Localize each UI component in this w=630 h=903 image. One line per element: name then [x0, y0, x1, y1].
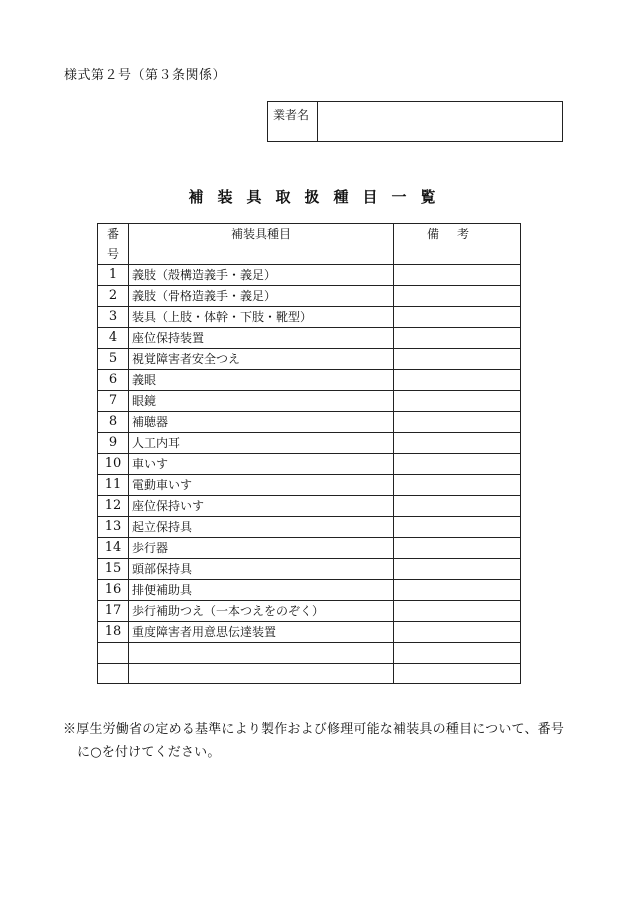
row-type: 重度障害者用意思伝達装置 [129, 622, 394, 643]
table-row [98, 286, 521, 307]
row-remarks[interactable] [394, 580, 521, 601]
row-remarks[interactable] [394, 370, 521, 391]
row-remarks[interactable] [394, 349, 521, 370]
table-row [98, 412, 521, 433]
header-remarks: 備考 [394, 224, 521, 265]
row-number[interactable]: 10 [98, 454, 129, 475]
row-remarks[interactable] [394, 454, 521, 475]
table-row [98, 643, 521, 664]
row-type: 起立保持具 [129, 517, 394, 538]
row-number[interactable]: 15 [98, 559, 129, 580]
row-number[interactable]: 3 [98, 307, 129, 328]
row-remarks[interactable] [394, 538, 521, 559]
header-number-line1: 番 [106, 227, 119, 241]
form-number: 様式第２号（第３条関係） [64, 68, 227, 83]
row-remarks[interactable] [394, 559, 521, 580]
table-row [98, 370, 521, 391]
table-row [98, 601, 521, 622]
row-type: 装具（上肢・体幹・下肢・靴型） [129, 307, 394, 328]
header-number-line2: 号 [106, 247, 119, 261]
row-remarks[interactable] [394, 286, 521, 307]
row-type: 座位保持いす [129, 496, 394, 517]
row-remarks[interactable] [394, 517, 521, 538]
row-remarks[interactable] [394, 622, 521, 643]
row-remarks[interactable] [394, 391, 521, 412]
row-number[interactable]: 4 [98, 328, 129, 349]
row-remarks[interactable] [394, 643, 521, 664]
table-row [98, 622, 521, 643]
row-number[interactable]: 2 [98, 286, 129, 307]
row-remarks[interactable] [394, 265, 521, 286]
document-title: 補装具取扱種目一覧 [188, 188, 450, 206]
table-row [98, 559, 521, 580]
row-number[interactable]: 14 [98, 538, 129, 559]
table-row [98, 580, 521, 601]
row-type: 車いす [129, 454, 394, 475]
table-header-row [98, 224, 521, 265]
row-number[interactable]: 5 [98, 349, 129, 370]
row-remarks[interactable] [394, 328, 521, 349]
row-type: 排便補助具 [129, 580, 394, 601]
row-type: 歩行器 [129, 538, 394, 559]
row-remarks[interactable] [394, 433, 521, 454]
row-type: 電動車いす [129, 475, 394, 496]
row-number[interactable]: 11 [98, 475, 129, 496]
row-type: 補聴器 [129, 412, 394, 433]
row-number[interactable]: 6 [98, 370, 129, 391]
row-number[interactable]: 8 [98, 412, 129, 433]
table-row [98, 349, 521, 370]
row-type: 義肢（骨格造義手・義足） [129, 286, 394, 307]
instruction-note: ※厚生労働省の定める基準により製作および修理可能な補装具の種目について、番号に○を付けてください。 [63, 722, 565, 760]
row-number[interactable] [98, 643, 129, 664]
row-number[interactable]: 1 [98, 265, 129, 286]
header-type: 補装具種目 [129, 224, 394, 265]
table-row [98, 663, 521, 684]
row-number[interactable]: 16 [98, 580, 129, 601]
row-remarks[interactable] [394, 412, 521, 433]
table-row [98, 454, 521, 475]
row-remarks[interactable] [394, 601, 521, 622]
vendor-label: 業者名 [268, 102, 318, 141]
prosthetic-types-table [97, 223, 521, 684]
table-row [98, 475, 521, 496]
row-type: 眼鏡 [129, 391, 394, 412]
row-number[interactable]: 7 [98, 391, 129, 412]
row-number[interactable]: 17 [98, 601, 129, 622]
row-number[interactable]: 9 [98, 433, 129, 454]
table-row [98, 391, 521, 412]
row-type: 歩行補助つえ（一本つえをのぞく） [129, 601, 394, 622]
row-type: 人工内耳 [129, 433, 394, 454]
row-type: 頭部保持具 [129, 559, 394, 580]
row-remarks[interactable] [394, 307, 521, 328]
row-type: 座位保持装置 [129, 328, 394, 349]
table-row [98, 433, 521, 454]
row-number[interactable]: 18 [98, 622, 129, 643]
table-body [98, 265, 521, 684]
row-remarks[interactable] [394, 663, 521, 684]
table-row [98, 517, 521, 538]
table-row [98, 265, 521, 286]
table-row [98, 538, 521, 559]
row-type [129, 643, 394, 664]
row-remarks[interactable] [394, 475, 521, 496]
row-type: 義眼 [129, 370, 394, 391]
row-type: 義肢（殻構造義手・義足） [129, 265, 394, 286]
row-remarks[interactable] [394, 496, 521, 517]
vendor-box [267, 101, 563, 142]
row-number[interactable] [98, 663, 129, 684]
row-number[interactable]: 13 [98, 517, 129, 538]
header-number [98, 224, 129, 265]
table-row [98, 496, 521, 517]
table-row [98, 328, 521, 349]
row-type [129, 663, 394, 684]
row-type: 視覚障害者安全つえ [129, 349, 394, 370]
row-number[interactable]: 12 [98, 496, 129, 517]
vendor-name-field[interactable] [318, 102, 562, 141]
table-row [98, 307, 521, 328]
